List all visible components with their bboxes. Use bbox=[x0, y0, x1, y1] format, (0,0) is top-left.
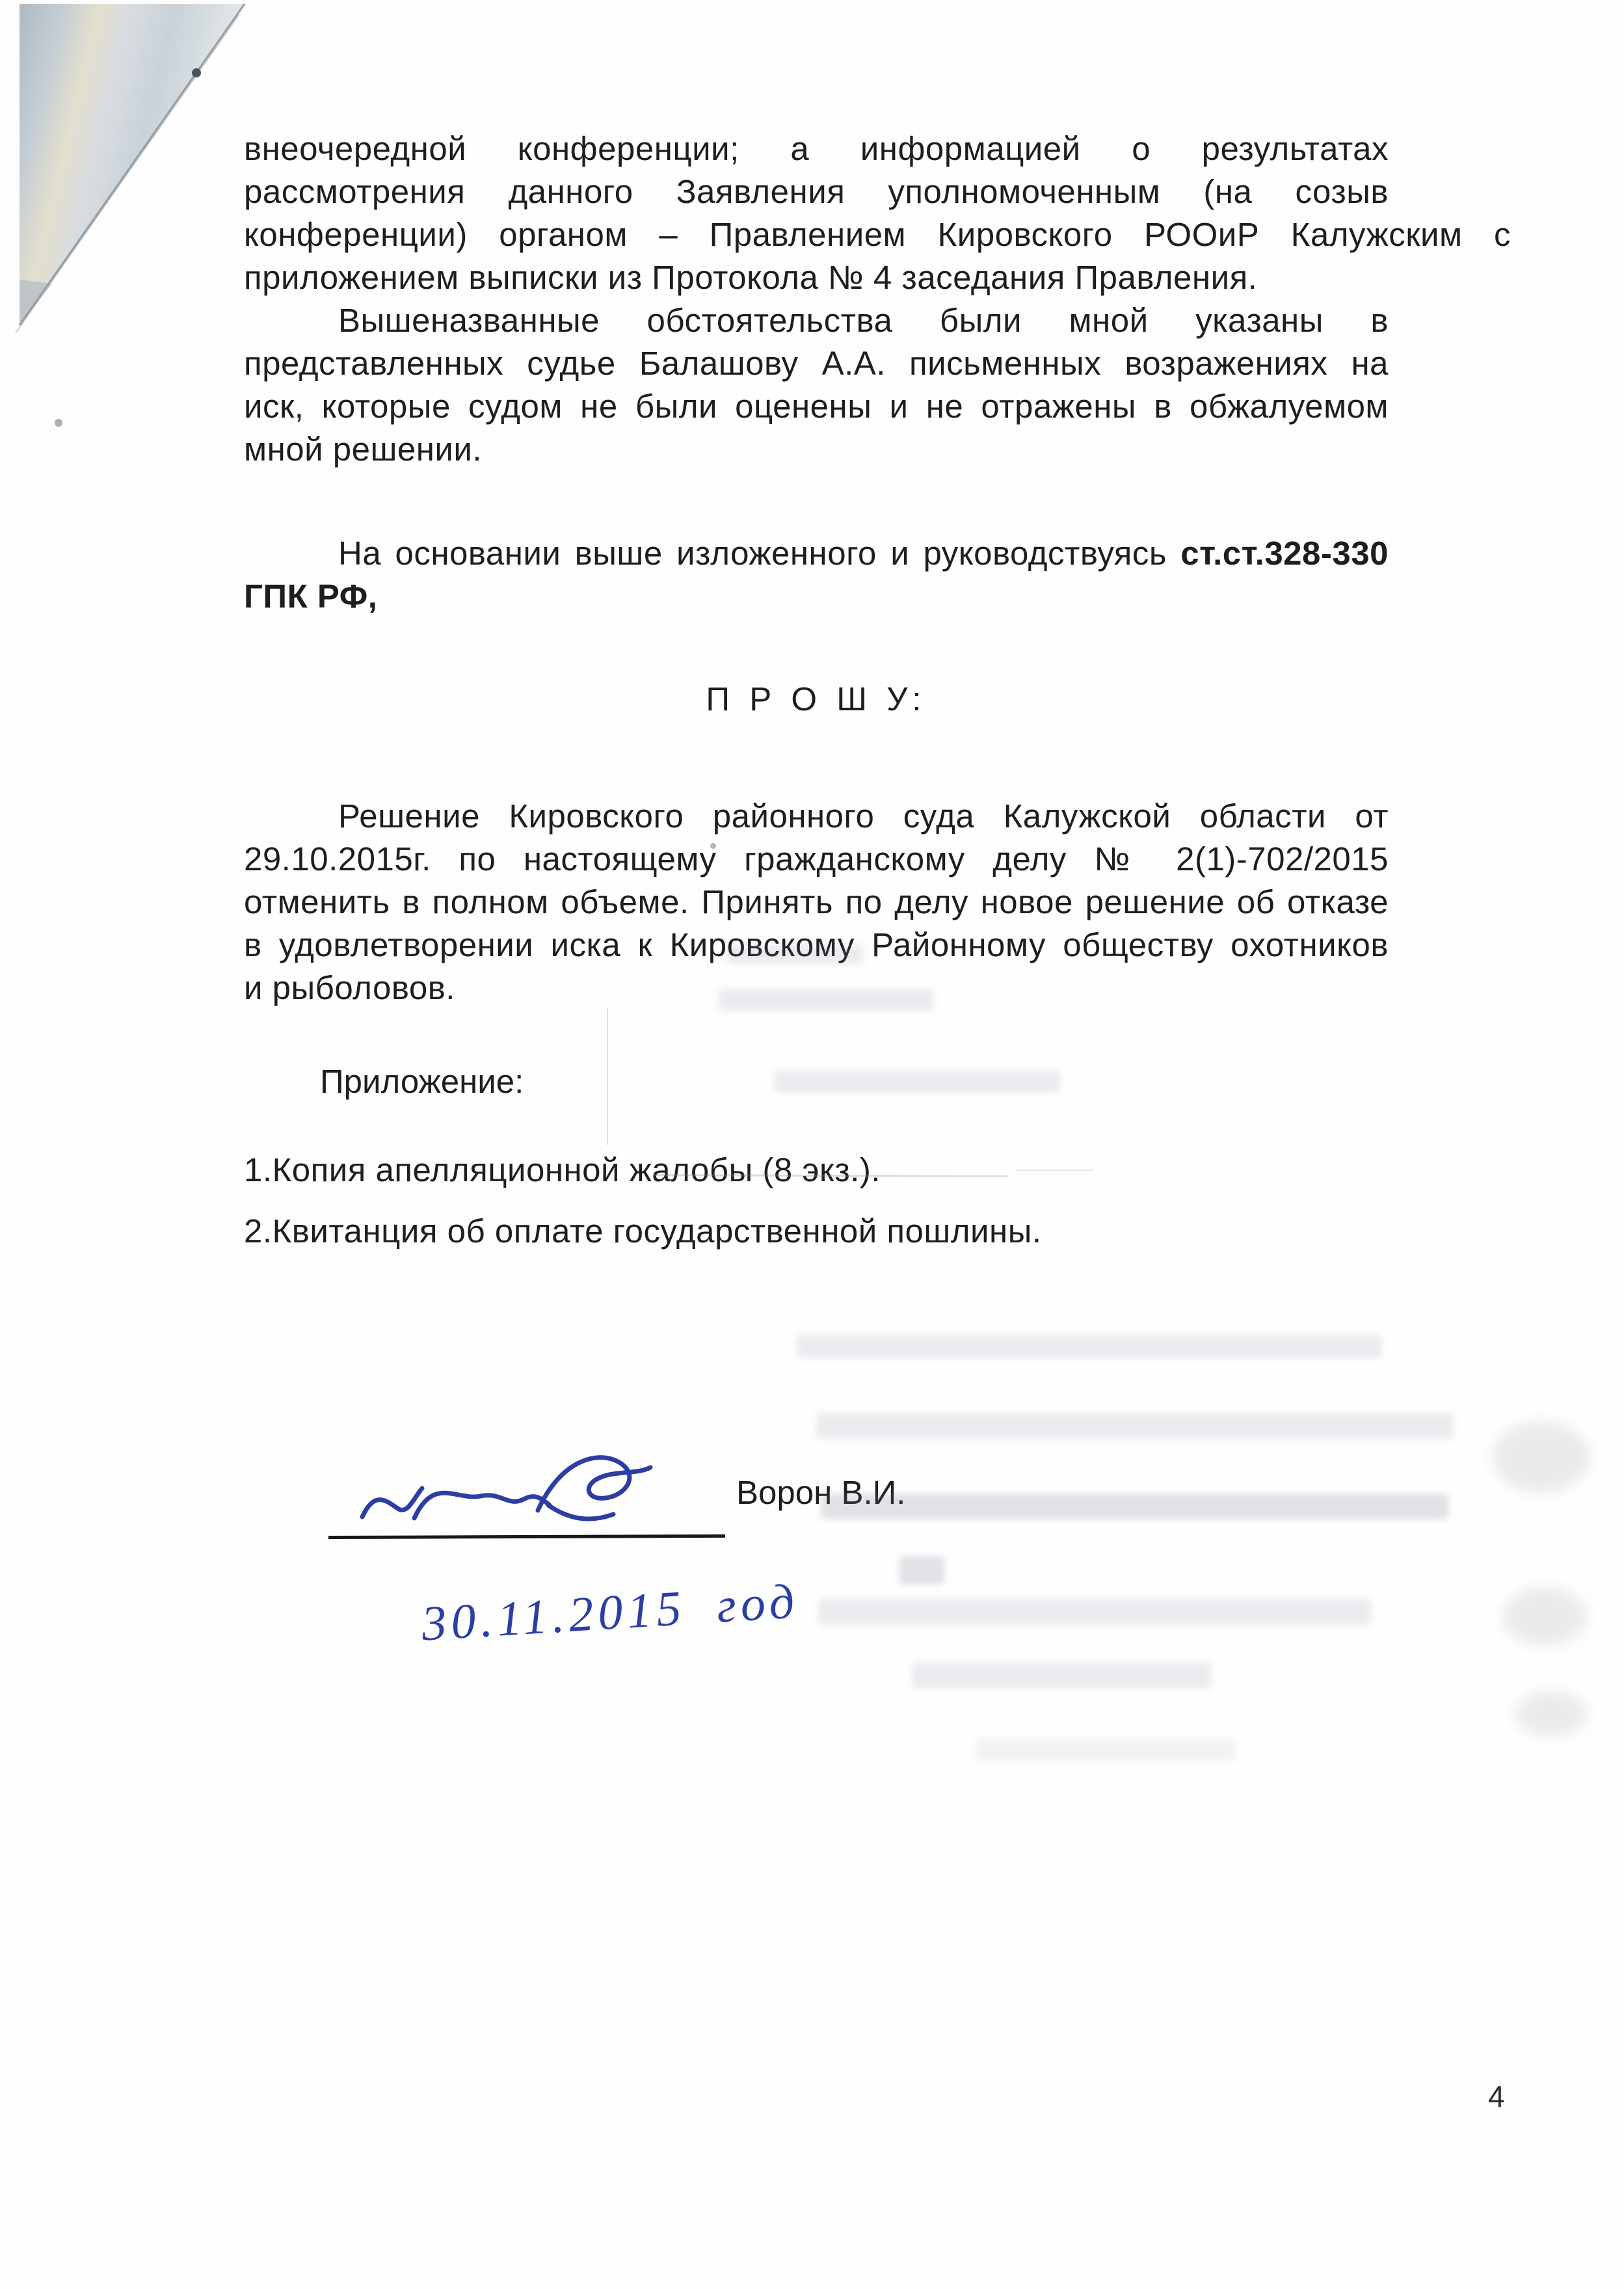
text-line: в удовлетворении иска к Кировскому Районному обществу охотников bbox=[244, 926, 1389, 963]
paragraph-conference-info bbox=[244, 127, 1511, 299]
bleed-through-artifact bbox=[821, 1493, 1448, 1519]
pencil-mark bbox=[1016, 1170, 1094, 1171]
text-line bbox=[244, 575, 1389, 618]
page-number: 4 bbox=[1488, 2080, 1505, 2113]
text-line: рассмотрения данного Заявления уполномоченным (на созыв bbox=[244, 173, 1389, 210]
text-line: Решение Кировского районного суда Калужской области от bbox=[338, 797, 1389, 835]
bleed-through-artifact bbox=[1515, 1691, 1587, 1737]
signatory-name: Ворон В.И. bbox=[736, 1474, 906, 1511]
paper-crease bbox=[607, 1008, 608, 1145]
bleed-through-artifact bbox=[976, 1738, 1236, 1761]
bleed-through-artifact bbox=[1493, 1421, 1590, 1493]
bleed-through-artifact bbox=[1502, 1587, 1587, 1646]
bleed-through-artifact bbox=[816, 1413, 1454, 1439]
text-line: 2.Квитанция об оплате государственной пошлины. bbox=[244, 1212, 1042, 1250]
scan-speck bbox=[192, 68, 201, 77]
text-line: и рыболовов. bbox=[244, 969, 455, 1006]
legal-basis-code: ГПК РФ, bbox=[244, 578, 378, 615]
attachments-list bbox=[244, 1140, 1389, 1262]
request-heading: П Р О Ш У: bbox=[706, 680, 927, 717]
text-line: мной решении. bbox=[244, 431, 483, 468]
bleed-through-artifact bbox=[727, 944, 864, 964]
signature-scribble bbox=[354, 1438, 660, 1545]
text-line: 29.10.2015г. по настоящему гражданскому делу № 2(1)-702/2015 bbox=[244, 840, 1389, 877]
handwritten-date: 30.11.2015 год bbox=[419, 1573, 801, 1652]
text-line: отменить в полном объеме. Принять по делу новое решение об отказе bbox=[244, 883, 1389, 920]
paragraph-request bbox=[244, 795, 1389, 1010]
attachments-label: Приложение: bbox=[320, 1063, 524, 1100]
bleed-through-artifact bbox=[912, 1663, 1211, 1689]
text-line: внеочередной конференции; а информацией о результатах bbox=[244, 130, 1389, 167]
bleed-through-artifact bbox=[719, 989, 933, 1011]
text-line: Вышеназванные обстоятельства были мной указаны в bbox=[338, 302, 1389, 339]
bleed-through-artifact bbox=[818, 1599, 1371, 1625]
text-line: иск, которые судом не были оценены и не отражены в обжалуемом bbox=[244, 388, 1389, 425]
legal-basis-articles: ст.ст.328-330 bbox=[1180, 535, 1389, 572]
paragraph-circumstances bbox=[244, 299, 1389, 471]
bleed-through-artifact bbox=[899, 1556, 944, 1585]
text-line: 1.Копия апелляционной жалобы (8 экз.). bbox=[244, 1151, 881, 1188]
paragraph-legal-basis bbox=[244, 532, 1389, 618]
text-line bbox=[244, 532, 1389, 575]
bleed-through-artifact bbox=[774, 1071, 1060, 1093]
signature-line bbox=[328, 1534, 725, 1539]
text-line: конференции) органом – Правлением Кировского РООиР Калужским с bbox=[244, 216, 1511, 253]
scan-speck bbox=[55, 419, 62, 427]
bleed-through-artifact bbox=[797, 1335, 1382, 1358]
legal-basis-text: На основании выше изложенного и руководствуясь bbox=[338, 535, 1181, 572]
text-line: представленных судье Балашову А.А. письменных возражениях на bbox=[244, 345, 1389, 382]
text-line: приложением выписки из Протокола № 4 заседания Правления. bbox=[244, 259, 1258, 296]
